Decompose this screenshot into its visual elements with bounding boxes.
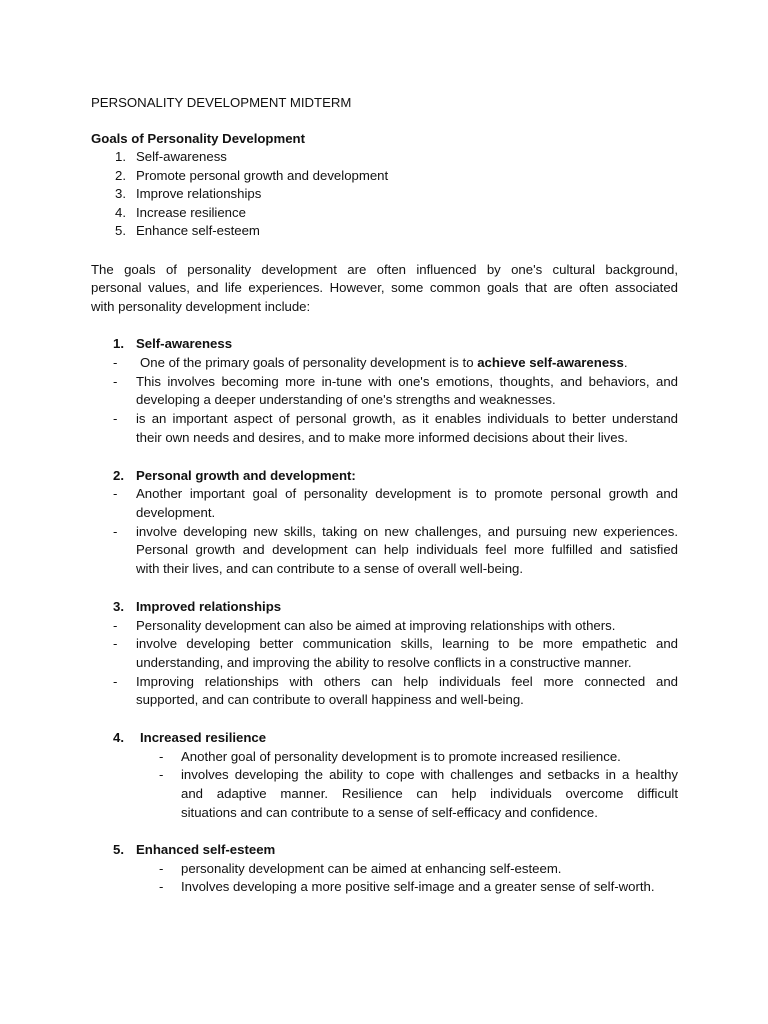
bullet-dash: - bbox=[159, 767, 164, 782]
goals-heading: Goals of Personality Development bbox=[91, 131, 305, 146]
section-heading: Personal growth and development: bbox=[136, 468, 356, 483]
list-number: 5. bbox=[115, 223, 126, 238]
section-number: 1. bbox=[113, 336, 124, 351]
bullet-text: personality development can be aimed at enhancing self-esteem. bbox=[181, 861, 562, 876]
bullet-text: Involves developing a more positive self-image and a greater sense of self-worth. bbox=[181, 879, 655, 894]
bullet-text: their own needs and desires, and to make more informed decisions about their lives. bbox=[136, 430, 628, 445]
bullet-text: and adaptive manner. Resilience can help individuals overcome difficult bbox=[181, 786, 678, 801]
bullet-text: with their lives, and can contribute to a sense of overall well-being. bbox=[136, 561, 524, 576]
section-number: 2. bbox=[113, 468, 124, 483]
bullet-dash: - bbox=[113, 374, 118, 389]
section-number: 4. bbox=[113, 730, 124, 745]
bullet-text: Personality development can also be aimed at improving relationships with others. bbox=[136, 618, 616, 633]
bullet-text: involves developing the ability to cope with challenges and setbacks in a healthy bbox=[181, 767, 678, 782]
section-heading: Self-awareness bbox=[136, 336, 233, 351]
bullet-text: One of the primary goals of personality development is to achieve self-awareness. bbox=[140, 355, 628, 370]
list-number: 4. bbox=[115, 205, 126, 220]
bullet-text: developing a deeper understanding of one's strengths and weaknesses. bbox=[136, 392, 556, 407]
section-heading: Improved relationships bbox=[136, 599, 282, 614]
bullet-text: development. bbox=[136, 505, 216, 520]
bullet-text: understanding, and improving the ability to resolve conflicts in a constructive manner. bbox=[136, 655, 632, 670]
bullet-text: involve developing better communication skills, learning to be more empathetic and bbox=[136, 636, 678, 651]
bullet-dash: - bbox=[113, 486, 118, 501]
bullet-text: situations and can contribute to a sense of self-efficacy and confidence. bbox=[181, 805, 598, 820]
bullet-text: This involves becoming more in-tune with one's emotions, thoughts, and behaviors, and bbox=[136, 374, 678, 389]
list-item: Increase resilience bbox=[136, 205, 246, 220]
bullet-dash: - bbox=[159, 861, 164, 876]
list-item: Enhance self-esteem bbox=[136, 223, 260, 238]
bullet-dash: - bbox=[113, 524, 118, 539]
bullet-text: Improving relationships with others can help individuals feel more connected and bbox=[136, 674, 678, 689]
bullet-dash: - bbox=[159, 879, 164, 894]
bullet-dash: - bbox=[159, 749, 164, 764]
list-item: Improve relationships bbox=[136, 186, 262, 201]
section-heading: Increased resilience bbox=[140, 730, 267, 745]
bullet-dash: - bbox=[113, 355, 118, 370]
bullet-text: Personal growth and development can help individuals feel more fulfilled and satisfied bbox=[136, 542, 678, 557]
bullet-dash: - bbox=[113, 618, 118, 633]
list-item: Promote personal growth and development bbox=[136, 168, 389, 183]
list-item: Self-awareness bbox=[136, 149, 227, 164]
section-number: 5. bbox=[113, 842, 124, 857]
page-title: PERSONALITY DEVELOPMENT MIDTERM bbox=[91, 95, 352, 110]
intro-line: personal values, and life experiences. However, some common goals that are often associated bbox=[91, 280, 678, 295]
bullet-text: is an important aspect of personal growth, as it enables individuals to better understand bbox=[136, 411, 678, 426]
emphasis: achieve self-awareness bbox=[477, 355, 624, 370]
intro-line: with personality development include: bbox=[91, 299, 311, 314]
section-heading: Enhanced self-esteem bbox=[136, 842, 276, 857]
list-number: 2. bbox=[115, 168, 126, 183]
bullet-dash: - bbox=[113, 411, 118, 426]
bullet-dash: - bbox=[113, 636, 118, 651]
list-number: 1. bbox=[115, 149, 126, 164]
bullet-text: Another goal of personality development is to promote increased resilience. bbox=[181, 749, 621, 764]
list-number: 3. bbox=[115, 186, 126, 201]
bullet-text: Another important goal of personality development is to promote personal growth and bbox=[136, 486, 678, 501]
section-number: 3. bbox=[113, 599, 124, 614]
bullet-dash: - bbox=[113, 674, 118, 689]
intro-line: The goals of personality development are often influenced by one's cultural background, bbox=[91, 262, 678, 277]
bullet-text: involve developing new skills, taking on new challenges, and pursuing new experiences. bbox=[136, 524, 678, 539]
bullet-text: supported, and can contribute to overall happiness and well-being. bbox=[136, 692, 524, 707]
